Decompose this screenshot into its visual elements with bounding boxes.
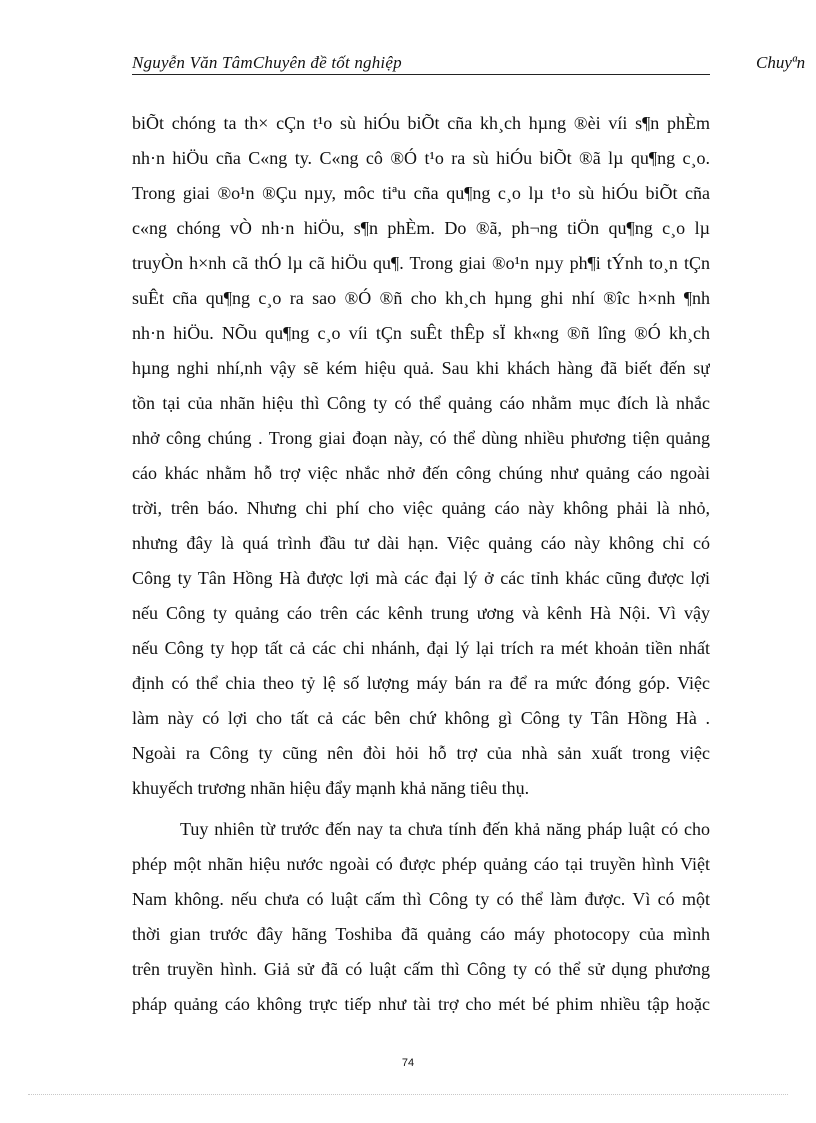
text-line: truyÒn h×nh cã thÓ lµ cã hiÖu qu¶. Trong giai ®o¹n nµy ph¶i tÝnh to¸n tÇn [132, 253, 710, 273]
text-line: c«ng chóng vÒ nh·n hiÖu, s¶n phÈm. Do ®ã, ph¬ng tiÖn qu¶ng c¸o lµ [132, 218, 710, 238]
text-line: trên truyền hình. Giả sử đã có luật cấm thì Công ty có thể sử dụng phương [132, 959, 710, 979]
text-line: hµng nghi nhí,nh vậy sẽ kém hiệu quả. Sau khi khách hàng đã biết đến sự [132, 358, 710, 378]
text-line: trời, trên báo. Nhưng chi phí cho việc quảng cáo này không phải là nhỏ, [132, 498, 710, 518]
text-line: khuyếch trương nhãn hiệu đẩy mạnh khả năng tiêu thụ. [132, 778, 530, 798]
text-line: tồn tại của nhãn hiệu thì Công ty có thể quảng cáo nhằm mục đích là nhắc [132, 393, 710, 413]
text-line: định có thể chia theo tỷ lệ số lượng máy bán ra để ra mức đóng góp. Việc [132, 673, 710, 693]
paragraph [132, 812, 710, 1022]
text-line: Nam không. nếu chưa có luật cấm thì Công ty có thể làm được. Vì có một [132, 889, 710, 909]
header-rule [132, 74, 710, 75]
page-number: 74 [401, 1057, 415, 1069]
page-header [132, 50, 816, 76]
text-line: Tuy nhiên từ trước đến nay ta chưa tính đến khả năng pháp luật có cho [180, 819, 710, 839]
text-line: nh·n hiÖu cña C«ng ty. C«ng cô ®Ó t¹o ra sù hiÓu biÕt ®ã lµ qu¶ng c¸o. [132, 148, 710, 168]
text-line: phép một nhãn hiệu nước ngoài có được phép quảng cáo tại truyền hình Việt [132, 854, 710, 874]
footer-rule [28, 1094, 788, 1095]
text-line: pháp quảng cáo không trực tiếp như tài trợ cho mét bé phim nhiều tập hoặc [132, 994, 710, 1014]
text-line: Công ty Tân Hồng Hà được lợi mà các đại lý ở các tỉnh khác cũng được lợi [132, 568, 710, 588]
body-text [132, 106, 710, 1022]
header-running-title: Chuyªn [756, 53, 806, 72]
text-line: nếu Công ty họp tất cả các chi nhánh, đại lý lại trích ra mét khoản tiền nhất [132, 638, 710, 658]
text-line: thời gian trước đây hãng Toshiba đã quảng cáo máy photocopy của mình [132, 924, 710, 944]
text-line: suÊt cña qu¶ng c¸o ra sao ®Ó ®ñ cho kh¸ch hµng ghi nhí ®îc h×nh ¶nh [132, 288, 710, 308]
text-line: nếu Công ty quảng cáo trên các kênh trung ương và kênh Hà Nội. Vì vậy [132, 603, 710, 623]
text-line: làm này có lợi cho tất cả các bên chứ không gì Công ty Tân Hồng Hà . [132, 708, 710, 728]
text-line: cáo khác nhằm hỗ trợ việc nhắc nhở đến công chúng như quảng cáo ngoài [132, 463, 710, 483]
text-line: biÕt chóng ta th× cÇn t¹o sù hiÓu biÕt cña kh¸ch hµng ®èi víi s¶n phÈm [132, 113, 710, 133]
text-line: nhở công chúng . Trong giai đoạn này, có thể dùng nhiều phương tiện quảng [132, 428, 710, 448]
paragraph [132, 106, 710, 806]
header-author-title: Nguyễn Văn TâmChuyên đề tốt nghiệp [132, 53, 402, 72]
text-line: Trong giai ®o¹n ®Çu nµy, môc tiªu cña qu¶ng c¸o lµ t¹o sù hiÓu biÕt cña [132, 183, 710, 203]
text-line: nh·n hiÖu. NÕu qu¶ng c¸o víi tÇn suÊt thÊp sÏ kh«ng ®ñ lîng ®Ó kh¸ch [132, 323, 710, 343]
text-line: nhưng đây là quá trình đầu tư dài hạn. Việc quảng cáo này không chỉ có [132, 533, 710, 553]
text-line: Ngoài ra Công ty cũng nên đòi hỏi hỗ trợ của nhà sản xuất trong việc [132, 743, 710, 763]
